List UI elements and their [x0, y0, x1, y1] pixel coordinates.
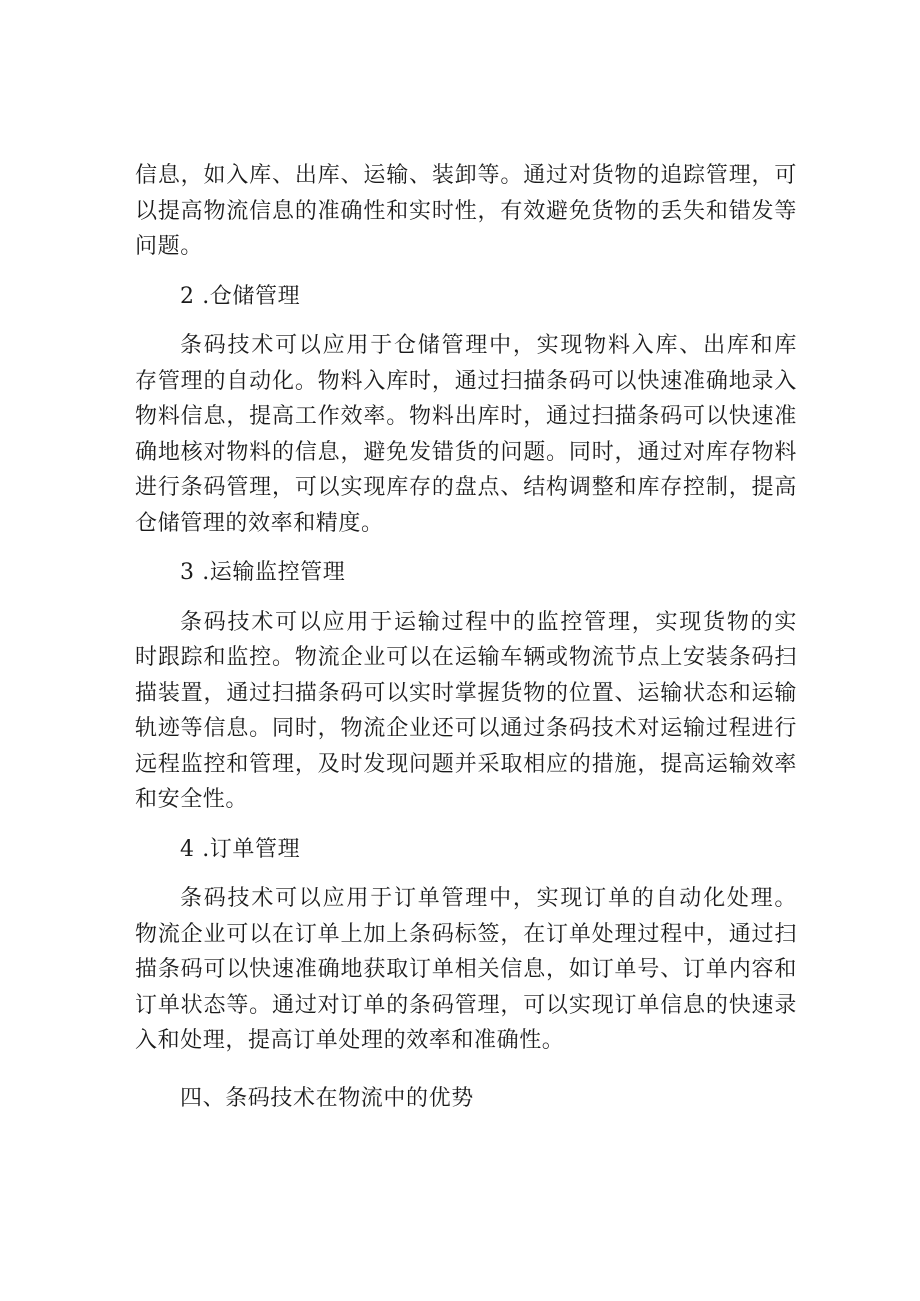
text-line: 轨迹等信息。同时，物流企业还可以通过条码技术对运输过程进行 [135, 716, 797, 741]
text-line: 仓储管理的效率和精度。 [135, 510, 384, 536]
paragraph-warehouse-management [135, 328, 797, 541]
text-line: 条码技术可以应用于订单管理中，实现订单的自动化处理。 [180, 886, 797, 911]
text-line: 描条码可以快速准确地获取订单相关信息，如订单号、订单内容和 [135, 957, 797, 982]
text-line: 信息，如入库、出库、运输、装卸等。通过对货物的追踪管理，可 [135, 163, 797, 188]
text-line: 进行条码管理，可以实现库存的盘点、结构调整和库存控制，提高 [135, 475, 797, 500]
text-line: 远程监控和管理，及时发现问题并采取相应的措施，提高运输效率 [135, 751, 797, 777]
text-line: 物流企业可以在订单上加上条码标签，在订单处理过程中，通过扫 [135, 921, 797, 947]
paragraph-transport-monitoring [135, 605, 797, 818]
text-line: 确地核对物料的信息，避免发错货的问题。同时，通过对库存物料 [135, 439, 797, 465]
text-line: 条码技术可以应用于仓储管理中，实现物料入库、出库和库 [180, 333, 797, 358]
text-line: 订单状态等。通过对订单的条码管理，可以实现订单信息的快速录 [135, 992, 797, 1018]
document-body [135, 158, 797, 1130]
text-line: 时跟踪和监控。物流企业可以在运输车辆或物流节点上安装条码扫 [135, 645, 797, 670]
text-line: 以提高物流信息的准确性和实时性，有效避免货物的丢失和错发等 [135, 198, 797, 224]
paragraph-order-management [135, 881, 797, 1059]
paragraph-tracking-continued [135, 158, 797, 265]
section-heading-advantages: 四、条码技术在物流中的优势 [180, 1085, 474, 1111]
heading-transport-monitoring: 3 .运输监控管理 [180, 560, 346, 585]
text-line: 物料信息，提高工作效率。物料出库时，通过扫描条码可以快速准 [135, 404, 797, 429]
text-line: 问题。 [135, 234, 203, 259]
heading-warehouse-management: 2 .仓储管理 [180, 283, 301, 309]
text-line: 条码技术可以应用于运输过程中的监控管理，实现货物的实 [180, 609, 797, 635]
text-line: 入和处理，提高订单处理的效率和准确性。 [135, 1028, 565, 1053]
text-line: 和安全性。 [135, 787, 249, 812]
text-line: 存管理的自动化。物料入库时，通过扫描条码可以快速准确地录入 [135, 368, 797, 394]
text-line: 描装置，通过扫描条码可以实时掌握货物的位置、运输状态和运输 [135, 680, 797, 706]
heading-order-management: 4 .订单管理 [180, 836, 301, 862]
